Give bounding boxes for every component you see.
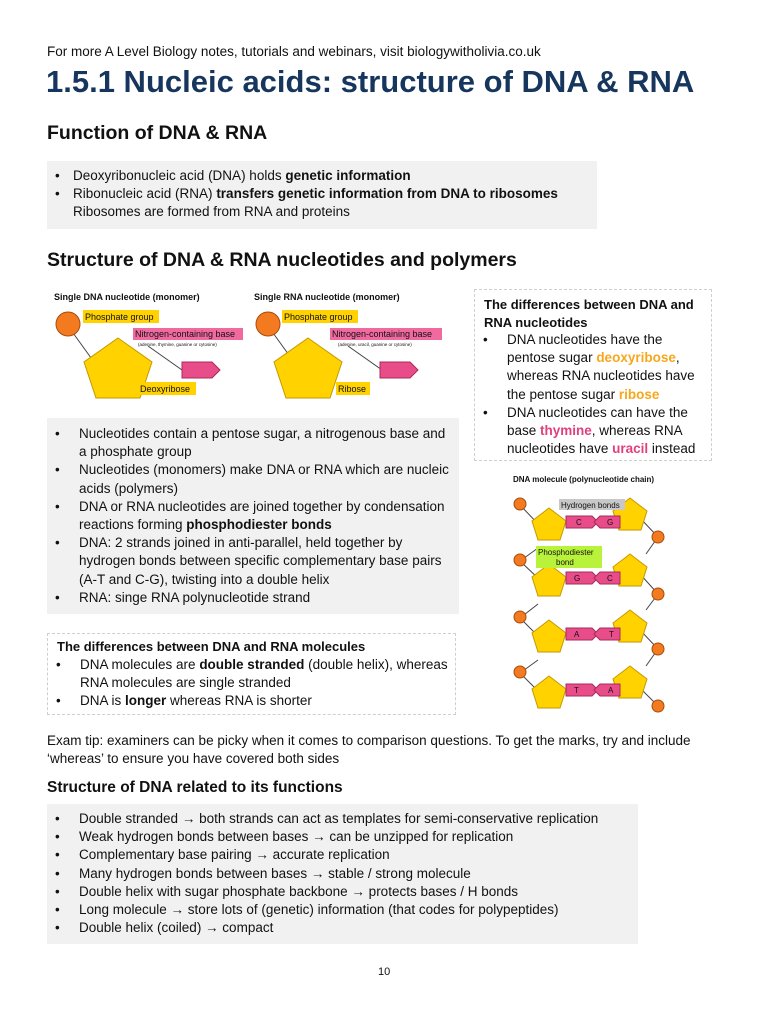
function-point: • Weak hydrogen bonds between bases → can be unzipped for replication: [47, 828, 638, 846]
molecule-difference-length: • DNA is longer whereas RNA is shorter: [48, 692, 455, 710]
molecule-difference-strands: • DNA molecules are double stranded (double helix), whereas RNA molecules are single stranded: [48, 656, 455, 692]
molecule-differences-box: [47, 633, 456, 715]
rna-base-shape: [380, 362, 418, 378]
function-point: • Double helix with sugar phosphate backbone → protects bases / H bonds: [47, 883, 638, 901]
nucleotide-differences-box: [474, 289, 712, 461]
dna-nucleotide-title: Single DNA nucleotide (monomer): [54, 292, 200, 302]
rna-ribose-pentagon: [274, 338, 342, 398]
pair3-left: A: [574, 630, 580, 639]
pair3-right: T: [609, 630, 614, 639]
rna-phosphate-label: Phosphate group: [284, 312, 353, 322]
phosphodiester-label-line1: Phosphodiester: [538, 548, 594, 557]
dna-phosphate-circle: [56, 312, 80, 336]
function-point: • Double helix (coiled) → compact: [47, 919, 638, 937]
dna-nucleotide-diagram: [52, 286, 252, 406]
exam-tip: Exam tip: examiners can be picky when it comes to comparison questions. To get the marks, try and include ‘whereas’ to ensure you have covered both sides: [47, 733, 691, 766]
polymer-point-2: • Nucleotides (monomers) make DNA or RNA which are nucleic acids (polymers): [47, 461, 451, 497]
pair1-left: C: [576, 518, 582, 527]
function-point: • Long molecule → store lots of (genetic) information (that codes for polypeptides): [47, 901, 638, 919]
pair4-right: A: [608, 686, 614, 695]
header-note: For more A Level Biology notes, tutorials and webinars, visit biologywitholivia.co.uk: [47, 44, 541, 59]
dna-base-sub: (adenine, thymine, guanine or cytosine): [138, 342, 217, 347]
rna-nucleotide-title: Single RNA nucleotide (monomer): [254, 292, 400, 302]
nucleotide-difference-base: • DNA nucleotides can have the base thymine, whereas RNA nucleotides have uracil instead: [475, 404, 711, 459]
functions-box: [47, 804, 638, 944]
nucleotide-difference-sugar: • DNA nucleotides have the pentose sugar deoxyribose, whereas RNA nucleotides have the pentose sugar ribose: [475, 331, 711, 404]
function-point: • Complementary base pairing → accurate replication: [47, 846, 638, 864]
polymer-point-1: • Nucleotides contain a pentose sugar, a nitrogenous base and a phosphate group: [47, 425, 451, 461]
rna-sugar-label: Ribose: [338, 384, 367, 394]
pair2-right: C: [607, 574, 613, 583]
pair1-right: G: [607, 518, 614, 527]
rna-base-link: [348, 346, 382, 370]
page-title: 1.5.1 Nucleic acids: structure of DNA & RNA: [46, 64, 695, 99]
dna-molecule-diagram: [508, 468, 680, 730]
polymer-point-4: • DNA: 2 strands joined in anti-parallel, held together by hydrogen bonds between specific complementary base pairs (A-T and C-G), twisting into a double helix: [47, 534, 451, 589]
functions-heading: Structure of DNA related to its functions: [47, 779, 343, 796]
dna-sugar-label: Deoxyribose: [140, 384, 191, 394]
molecule-differences-title: The differences between DNA and RNA molecules: [57, 639, 366, 654]
page-number: 10: [378, 966, 391, 978]
polymer-point-3: • DNA or RNA nucleotides are joined together by condensation reactions forming phosphodiester bonds: [47, 498, 451, 534]
function-heading: Function of DNA & RNA: [47, 122, 268, 144]
dna-base-shape: [182, 362, 220, 378]
dna-molecule-title: DNA molecule (polynucleotide chain): [513, 475, 655, 484]
function-point: • Double stranded → both strands can act as templates for semi-conservative replication: [47, 810, 638, 828]
pair2-left: G: [574, 574, 581, 583]
function-box: [47, 161, 597, 229]
base-pairs: [566, 516, 620, 696]
rna-nucleotide-diagram: [252, 286, 452, 406]
rna-base-label: Nitrogen-containing base: [332, 329, 433, 339]
dna-base-link: [148, 346, 182, 370]
structure-heading: Structure of DNA & RNA nucleotides and polymers: [47, 249, 517, 271]
function-point: • Many hydrogen bonds between bases → stable / strong molecule: [47, 865, 638, 883]
rna-phosphate-circle: [256, 312, 280, 336]
pair4-left: T: [574, 686, 579, 695]
hydrogen-bonds-label: Hydrogen bonds: [561, 501, 620, 510]
left-sugars: [532, 508, 566, 708]
rna-base-sub: (adenine, uracil, guanine or cytosine): [338, 342, 412, 347]
function-item-dna: • Deoxyribonucleic acid (DNA) holds genetic information: [47, 167, 597, 185]
polymer-point-5: • RNA: singe RNA polynucleotide strand: [47, 589, 451, 607]
dna-base-label: Nitrogen-containing base: [135, 329, 236, 339]
function-item-ribosomes: Ribosomes are formed from RNA and proteins: [73, 204, 350, 220]
phosphodiester-label-line2: bond: [556, 558, 574, 567]
dna-phosphate-label: Phosphate group: [85, 312, 154, 322]
polymer-points-box: [47, 418, 459, 614]
function-item-rna: • Ribonucleic acid (RNA) transfers genetic information from DNA to ribosomes: [47, 185, 597, 203]
nucleotide-differences-title: The differences between DNA and RNA nucleotides: [484, 297, 694, 330]
